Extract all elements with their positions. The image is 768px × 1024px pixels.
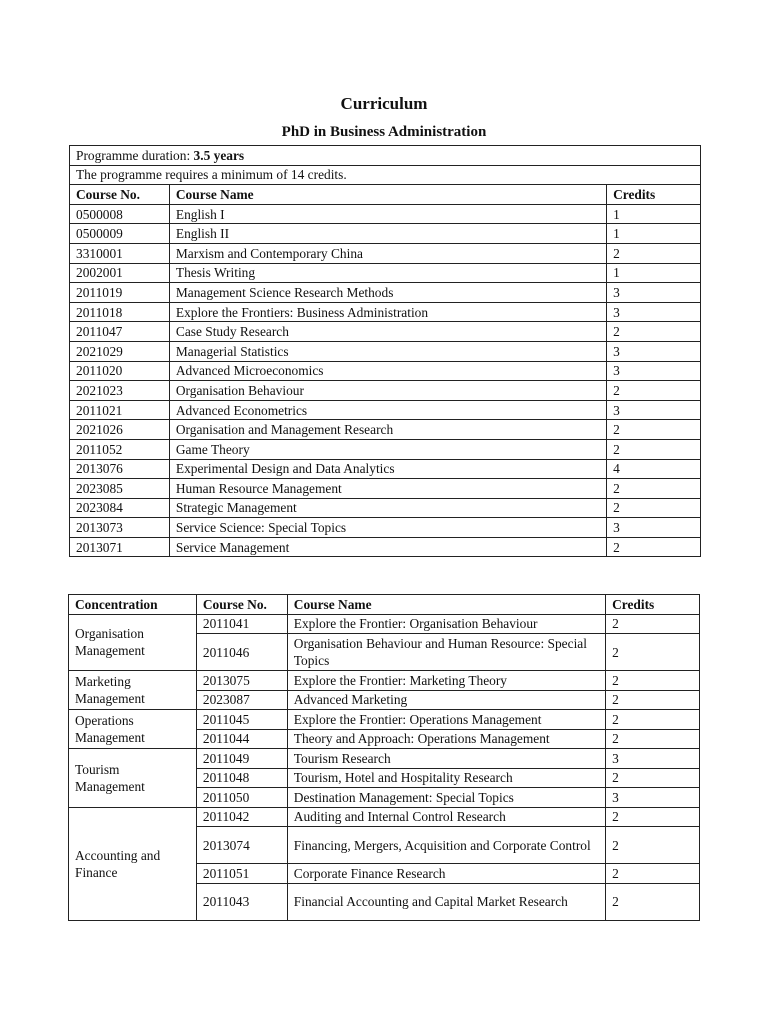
course-name-cell: Financing, Mergers, Acquisition and Corporate Control	[287, 827, 605, 864]
course-name-cell: English I	[169, 204, 606, 224]
course-name-cell: Marxism and Contemporary China	[169, 243, 606, 263]
course-name-cell: Thesis Writing	[169, 263, 606, 283]
course-name-cell: Explore the Frontier: Operations Management	[287, 710, 605, 730]
concentration-name-cell: Tourism Management	[69, 749, 197, 808]
credits-cell: 2	[607, 439, 701, 459]
course-name-cell: Advanced Econometrics	[169, 400, 606, 420]
table-row	[69, 671, 700, 691]
course-no-cell: 0500008	[70, 204, 170, 224]
course-name-cell: Case Study Research	[169, 322, 606, 342]
table-row	[70, 283, 701, 303]
header-course-no: Course No.	[196, 595, 287, 615]
credits-cell: 2	[606, 768, 700, 788]
table-row	[69, 614, 700, 634]
table-row	[70, 224, 701, 244]
credits-cell: 3	[607, 283, 701, 303]
table-row	[70, 302, 701, 322]
concentration-table	[68, 594, 700, 921]
course-name-cell: Service Science: Special Topics	[169, 518, 606, 538]
credits-cell: 2	[606, 864, 700, 884]
credits-cell: 2	[607, 243, 701, 263]
credits-cell: 2	[606, 710, 700, 730]
course-name-cell: Management Science Research Methods	[169, 283, 606, 303]
concentration-name-cell: Accounting and Finance	[69, 807, 197, 920]
course-no-cell: 2011021	[70, 400, 170, 420]
course-name-cell: Organisation Behaviour and Human Resource: Special Topics	[287, 634, 605, 671]
concentration-name-cell: Organisation Management	[69, 614, 197, 671]
page-subtitle: PhD in Business Administration	[281, 124, 487, 140]
course-no-cell: 2011050	[196, 788, 287, 808]
course-name-cell: Experimental Design and Data Analytics	[169, 459, 606, 479]
course-no-cell: 2023084	[70, 498, 170, 518]
credits-cell: 2	[606, 883, 700, 920]
course-no-cell: 2021023	[70, 381, 170, 401]
table-row	[70, 479, 701, 499]
duration-cell	[70, 146, 701, 166]
course-no-cell: 2013071	[70, 537, 170, 557]
table-row	[70, 498, 701, 518]
course-name-cell: Game Theory	[169, 439, 606, 459]
table-row	[70, 322, 701, 342]
course-no-cell: 2023087	[196, 690, 287, 710]
core-header-row	[70, 185, 701, 205]
course-name-cell: English II	[169, 224, 606, 244]
credits-cell: 1	[607, 224, 701, 244]
credits-cell: 3	[607, 302, 701, 322]
credits-cell: 2	[606, 614, 700, 634]
credits-cell: 2	[606, 690, 700, 710]
table-row	[70, 204, 701, 224]
table-row	[70, 381, 701, 401]
concentration-name-cell: Operations Management	[69, 710, 197, 749]
course-no-cell: 2011048	[196, 768, 287, 788]
table-row	[70, 263, 701, 283]
table-row	[69, 710, 700, 730]
course-name-cell: Advanced Marketing	[287, 690, 605, 710]
table-row	[70, 400, 701, 420]
course-no-cell: 2013074	[196, 827, 287, 864]
course-name-cell: Auditing and Internal Control Research	[287, 807, 605, 827]
credits-cell: 2	[606, 671, 700, 691]
credits-cell: 3	[606, 788, 700, 808]
course-name-cell: Advanced Microeconomics	[169, 361, 606, 381]
course-name-cell: Strategic Management	[169, 498, 606, 518]
concentration-name-cell: Marketing Management	[69, 671, 197, 710]
course-no-cell: 0500009	[70, 224, 170, 244]
credits-cell: 1	[607, 204, 701, 224]
core-course-table	[69, 145, 701, 557]
credits-cell: 2	[606, 827, 700, 864]
duration-label: Programme duration:	[76, 147, 191, 163]
table-row	[70, 459, 701, 479]
course-name-cell: Organisation Behaviour	[169, 381, 606, 401]
course-no-cell: 2011044	[196, 729, 287, 749]
credits-cell: 3	[607, 400, 701, 420]
course-name-cell: Theory and Approach: Operations Management	[287, 729, 605, 749]
header-concentration: Concentration	[69, 595, 197, 615]
course-name-cell: Service Management	[169, 537, 606, 557]
course-no-cell: 2011046	[196, 634, 287, 671]
course-no-cell: 2002001	[70, 263, 170, 283]
credits-cell: 2	[607, 479, 701, 499]
credits-cell: 2	[607, 322, 701, 342]
table-row	[70, 420, 701, 440]
requirement-cell: The programme requires a minimum of 14 credits.	[70, 165, 701, 185]
table-row	[69, 807, 700, 827]
course-name-cell: Tourism Research	[287, 749, 605, 769]
table-row	[70, 341, 701, 361]
course-name-cell: Explore the Frontiers: Business Administration	[169, 302, 606, 322]
course-no-cell: 2011020	[70, 361, 170, 381]
table-row	[70, 243, 701, 263]
course-no-cell: 2011049	[196, 749, 287, 769]
course-no-cell: 2011052	[70, 439, 170, 459]
table-row	[69, 749, 700, 769]
header-course-no: Course No.	[70, 185, 170, 205]
duration-value: 3.5 years	[193, 147, 245, 163]
credits-cell: 2	[606, 729, 700, 749]
course-no-cell: 3310001	[70, 243, 170, 263]
header-credits: Credits	[606, 595, 700, 615]
course-no-cell: 2021029	[70, 341, 170, 361]
course-name-cell: Human Resource Management	[169, 479, 606, 499]
course-no-cell: 2011042	[196, 807, 287, 827]
credits-cell: 3	[607, 361, 701, 381]
course-name-cell: Corporate Finance Research	[287, 864, 605, 884]
course-name-cell: Destination Management: Special Topics	[287, 788, 605, 808]
header-course-name: Course Name	[287, 595, 605, 615]
course-no-cell: 2013075	[196, 671, 287, 691]
table-row	[70, 537, 701, 557]
credits-cell: 2	[607, 498, 701, 518]
course-no-cell: 2011018	[70, 302, 170, 322]
course-no-cell: 2011045	[196, 710, 287, 730]
table-row	[70, 518, 701, 538]
course-no-cell: 2011019	[70, 283, 170, 303]
table-row	[70, 439, 701, 459]
header-credits: Credits	[607, 185, 701, 205]
table-row	[70, 361, 701, 381]
course-no-cell: 2013073	[70, 518, 170, 538]
course-no-cell: 2011041	[196, 614, 287, 634]
concentration-header-row	[69, 595, 700, 615]
course-no-cell: 2011043	[196, 883, 287, 920]
course-no-cell: 2021026	[70, 420, 170, 440]
credits-cell: 2	[606, 807, 700, 827]
credits-cell: 1	[607, 263, 701, 283]
page-title: Curriculum	[340, 94, 428, 113]
credits-cell: 2	[606, 634, 700, 671]
credits-cell: 2	[607, 420, 701, 440]
requirement-row	[70, 165, 701, 185]
course-no-cell: 2023085	[70, 479, 170, 499]
course-name-cell: Explore the Frontier: Organisation Behaviour	[287, 614, 605, 634]
course-name-cell: Tourism, Hotel and Hospitality Research	[287, 768, 605, 788]
credits-cell: 2	[607, 537, 701, 557]
credits-cell: 3	[606, 749, 700, 769]
duration-row	[70, 146, 701, 166]
credits-cell: 2	[607, 381, 701, 401]
course-no-cell: 2011051	[196, 864, 287, 884]
course-no-cell: 2013076	[70, 459, 170, 479]
course-no-cell: 2011047	[70, 322, 170, 342]
course-name-cell: Financial Accounting and Capital Market Research	[287, 883, 605, 920]
credits-cell: 3	[607, 518, 701, 538]
header-course-name: Course Name	[169, 185, 606, 205]
course-name-cell: Managerial Statistics	[169, 341, 606, 361]
course-name-cell: Explore the Frontier: Marketing Theory	[287, 671, 605, 691]
course-name-cell: Organisation and Management Research	[169, 420, 606, 440]
credits-cell: 4	[607, 459, 701, 479]
credits-cell: 3	[607, 341, 701, 361]
